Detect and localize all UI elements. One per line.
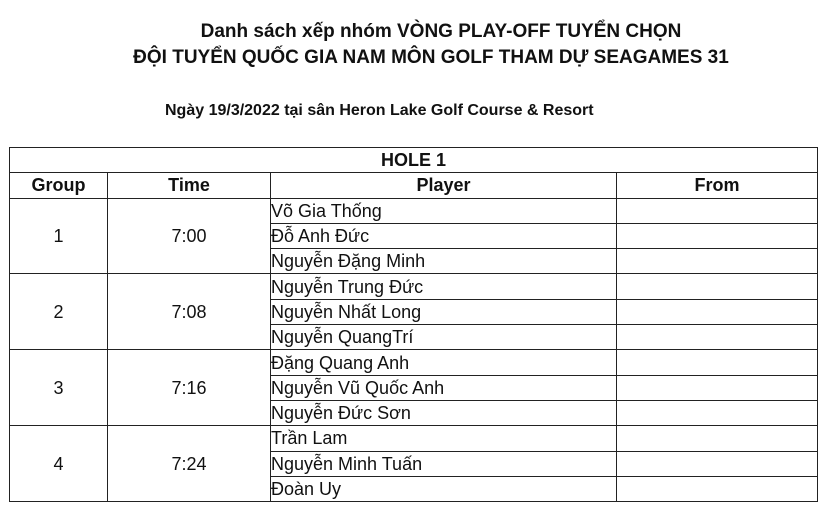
table-row (10, 198, 818, 223)
player-name-cell: Nguyễn Đức Sơn (271, 400, 617, 425)
player-from-cell (617, 198, 818, 223)
player-from-cell (617, 426, 818, 451)
schedule-table (9, 147, 818, 502)
table-row (10, 426, 818, 451)
player-from-cell (617, 400, 818, 425)
player-from-cell (617, 375, 818, 400)
player-name-cell: Nguyễn Nhất Long (271, 299, 617, 324)
player-from-cell (617, 325, 818, 350)
player-name-cell: Đặng Quang Anh (271, 350, 617, 375)
tee-time-cell: 7:16 (108, 350, 271, 426)
tee-time-cell: 7:00 (108, 198, 271, 274)
tee-time-cell: 7:08 (108, 274, 271, 350)
player-from-cell (617, 249, 818, 274)
column-header-time: Time (108, 173, 271, 198)
player-name-cell: Nguyễn QuangTrí (271, 325, 617, 350)
player-from-cell (617, 451, 818, 476)
player-name-cell: Đỗ Anh Đức (271, 223, 617, 248)
document-title-line-1: Danh sách xếp nhóm VÒNG PLAY-OFF TUYỂN CHỌN (200, 21, 682, 42)
player-from-cell (617, 223, 818, 248)
column-header-from: From (617, 173, 818, 198)
group-number-cell: 3 (10, 350, 108, 426)
column-header-player: Player (271, 173, 617, 198)
player-name-cell: Nguyễn Minh Tuấn (271, 451, 617, 476)
group-number-cell: 2 (10, 274, 108, 350)
hole-header-row (10, 148, 818, 173)
player-from-cell (617, 299, 818, 324)
player-from-cell (617, 274, 818, 299)
column-header-row (10, 173, 818, 198)
hole-label: HOLE 1 (10, 148, 818, 173)
column-header-group: Group (10, 173, 108, 198)
player-name-cell: Trần Lam (271, 426, 617, 451)
document-subtitle: Ngày 19/3/2022 tại sân Heron Lake Golf Course & Resort (165, 102, 594, 119)
group-number-cell: 1 (10, 198, 108, 274)
player-from-cell (617, 476, 818, 501)
player-name-cell: Võ Gia Thống (271, 198, 617, 223)
player-name-cell: Đoàn Uy (271, 476, 617, 501)
schedule-body (10, 198, 818, 502)
player-name-cell: Nguyễn Đặng Minh (271, 249, 617, 274)
table-row (10, 350, 818, 375)
player-name-cell: Nguyễn Trung Đức (271, 274, 617, 299)
group-number-cell: 4 (10, 426, 108, 502)
player-name-cell: Nguyễn Vũ Quốc Anh (271, 375, 617, 400)
table-row (10, 274, 818, 299)
player-from-cell (617, 350, 818, 375)
tee-time-cell: 7:24 (108, 426, 271, 502)
document-title-line-2: ĐỘI TUYỂN QUỐC GIA NAM MÔN GOLF THAM DỰ SEAGAMES 31 (133, 47, 729, 68)
